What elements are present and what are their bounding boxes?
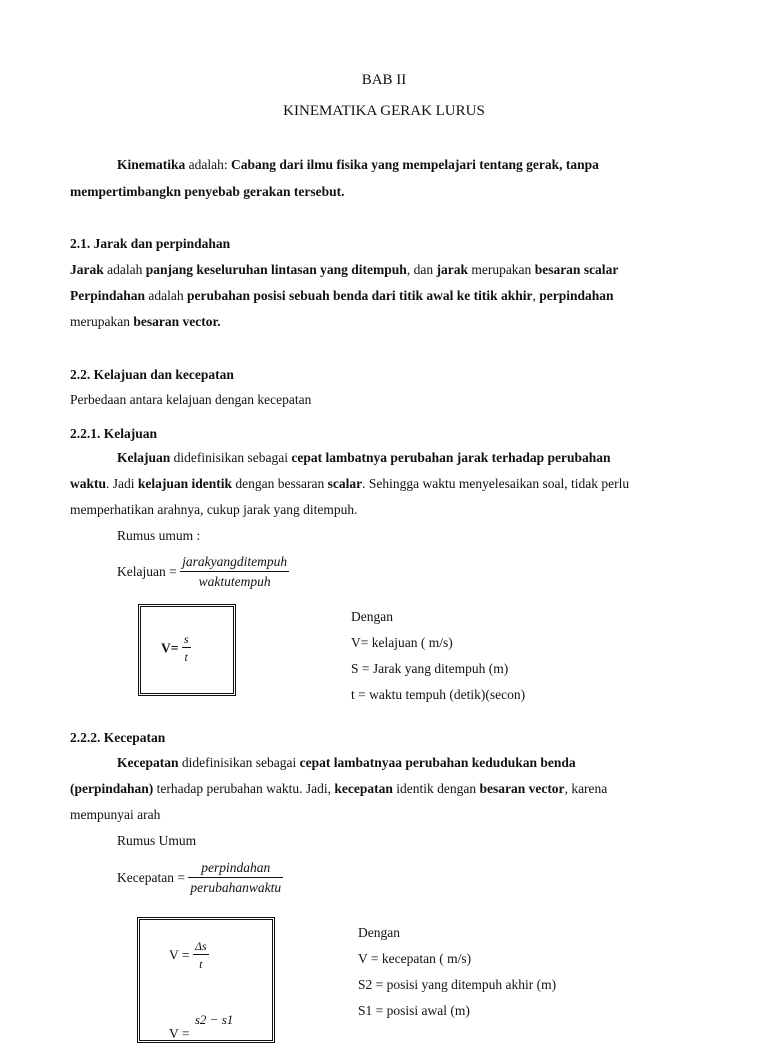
s221-l1-c: cepat lambatnya perubahan jarak terhadap perubahan	[291, 450, 611, 465]
s221-line-2	[70, 477, 629, 491]
s21-l3-b: besaran vector.	[133, 314, 221, 329]
s222-var-3: S1 = posisi awal (m)	[358, 1003, 470, 1018]
kecepatan-formula-lhs: Kecepatan =	[117, 869, 189, 885]
intro-line-1	[117, 158, 599, 172]
s221-line-3: memperhatikan arahnya, cukup jarak yang ditempuh.	[70, 502, 358, 517]
s21-l1-a: Jarak	[70, 262, 104, 277]
s221-var-1: V= kelajuan ( m/s)	[351, 635, 453, 650]
s21-l2-d: ,	[532, 288, 540, 303]
kelajuan-formula-lhs: Kelajuan =	[117, 563, 181, 579]
s222-dengan: Dengan	[358, 925, 400, 940]
s222-line-2	[70, 782, 607, 796]
kecepatan-box-numerator-2: s2 − s1	[194, 1012, 234, 1027]
intro-connector: adalah:	[185, 157, 231, 172]
s21-line-1	[70, 263, 618, 277]
s222-rumus-label: Rumus Umum	[117, 833, 197, 848]
section-2-2-2-heading-text: 2.2.2. Kecepatan	[70, 730, 166, 745]
kecepatan-box-formula-2	[169, 1012, 235, 1041]
kecepatan-formula-box	[137, 917, 275, 1043]
s221-l2-b: . Jadi	[106, 476, 138, 491]
s221-l2-f: . Sehingga waktu menyelesaikan soal, tidak perlu	[362, 476, 630, 491]
s21-l2-c: perubahan posisi sebuah benda dari titik awal ke titik akhir	[187, 288, 533, 303]
s21-l1-c: panjang keseluruhan lintasan yang ditempuh	[145, 262, 407, 277]
kecepatan-box-fraction-2	[193, 1013, 235, 1028]
kelajuan-fraction	[180, 555, 289, 588]
s221-l2-c: kelajuan identik	[137, 476, 233, 491]
s221-l2-d: dengan bessaran	[232, 476, 328, 491]
kelajuan-numerator: jarakyangditempuh	[182, 554, 288, 569]
s221-l2-a: waktu	[70, 476, 107, 491]
kelajuan-formula-box	[138, 604, 236, 696]
kecepatan-numerator: perpindahan	[201, 860, 271, 875]
kelajuan-box-lhs: V=	[161, 640, 182, 656]
s222-l2-e: besaran vector	[479, 781, 565, 796]
kecepatan-box-lhs-1: V =	[169, 947, 193, 963]
kelajuan-box-fraction	[182, 633, 191, 663]
section-2-2-sub: Perbedaan antara kelajuan dengan kecepatan	[70, 392, 312, 407]
s21-l1-b: adalah	[103, 262, 146, 277]
s221-var-3: t = waktu tempuh (detik)(secon)	[351, 687, 526, 702]
page-title: KINEMATIKA GERAK LURUS	[283, 103, 485, 119]
s221-l2-e: scalar	[327, 476, 363, 491]
s222-line-3: mempunyai arah	[70, 807, 161, 822]
kecepatan-box-fraction-1	[193, 940, 209, 970]
s21-l1-d: , dan	[406, 262, 437, 277]
s221-l1-a: Kelajuan	[117, 450, 171, 465]
kecepatan-box-lhs-2: V =	[169, 1026, 193, 1041]
kelajuan-box-denominator: t	[182, 647, 191, 663]
kecepatan-box-formula-1	[169, 940, 209, 970]
intro-line-2	[70, 185, 345, 199]
s222-l2-b: terhadap perubahan waktu. Jadi,	[153, 781, 335, 796]
s221-rumus-label: Rumus umum :	[117, 528, 201, 543]
kelajuan-box-numerator: s	[183, 632, 189, 646]
s222-line-1	[117, 756, 576, 770]
section-2-2-2-heading	[70, 731, 165, 745]
s222-l1-c: cepat lambatnyaa perubahan kedudukan benda	[299, 755, 576, 770]
intro-def-1: Cabang dari ilmu fisika yang mempelajari tentang gerak, tanpa	[231, 157, 599, 172]
s21-l1-e: jarak	[436, 262, 468, 277]
kecepatan-box-denominator-1: t	[193, 954, 209, 970]
s21-line-3	[70, 315, 221, 329]
s222-var-2: S2 = posisi yang ditempuh akhir (m)	[358, 977, 557, 992]
s21-line-2	[70, 289, 614, 303]
s222-l2-d: identik dengan	[392, 781, 480, 796]
intro-term: Kinematika	[117, 157, 186, 172]
s21-l2-a: Perpindahan	[70, 288, 146, 303]
kecepatan-fraction	[188, 861, 283, 894]
intro-def-2: mempertimbangkn penyebab gerakan tersebut.	[70, 184, 345, 199]
s222-l1-b: didefinisikan sebagai	[178, 755, 300, 770]
section-2-1-heading	[70, 237, 230, 251]
section-2-2-1-heading	[70, 427, 157, 441]
section-2-2-heading	[70, 368, 234, 382]
s21-l2-e: perpindahan	[539, 288, 614, 303]
s221-l1-b: didefinisikan sebagai	[170, 450, 292, 465]
section-2-2-heading-text: 2.2. Kelajuan dan kecepatan	[70, 367, 234, 382]
s222-l2-c: kecepatan	[334, 781, 393, 796]
kecepatan-denominator: perubahanwaktu	[188, 877, 283, 895]
s221-dengan: Dengan	[351, 609, 393, 624]
s222-var-1: V = kecepatan ( m/s)	[358, 951, 472, 966]
section-2-2-1-heading-text: 2.2.1. Kelajuan	[70, 426, 158, 441]
section-2-1-heading-text: 2.1. Jarak dan perpindahan	[70, 236, 231, 251]
s221-line-1	[117, 451, 611, 465]
kecepatan-formula	[117, 861, 283, 894]
kelajuan-formula	[117, 555, 289, 588]
s221-var-2: S = Jarak yang ditempuh (m)	[351, 661, 509, 676]
kelajuan-denominator: waktutempuh	[180, 571, 289, 589]
chapter-label: BAB II	[361, 72, 407, 88]
kelajuan-box-formula	[161, 633, 191, 663]
s222-l1-a: Kecepatan	[117, 755, 179, 770]
s21-l2-b: adalah	[145, 288, 188, 303]
s21-l3-a: merupakan	[70, 314, 134, 329]
s222-l2-a: (perpindahan)	[70, 781, 154, 796]
s222-l2-f: , karena	[564, 781, 608, 796]
kecepatan-box-numerator-1: Δs	[194, 939, 207, 953]
s21-l1-f: merupakan	[467, 262, 535, 277]
s21-l1-g: besaran scalar	[534, 262, 619, 277]
